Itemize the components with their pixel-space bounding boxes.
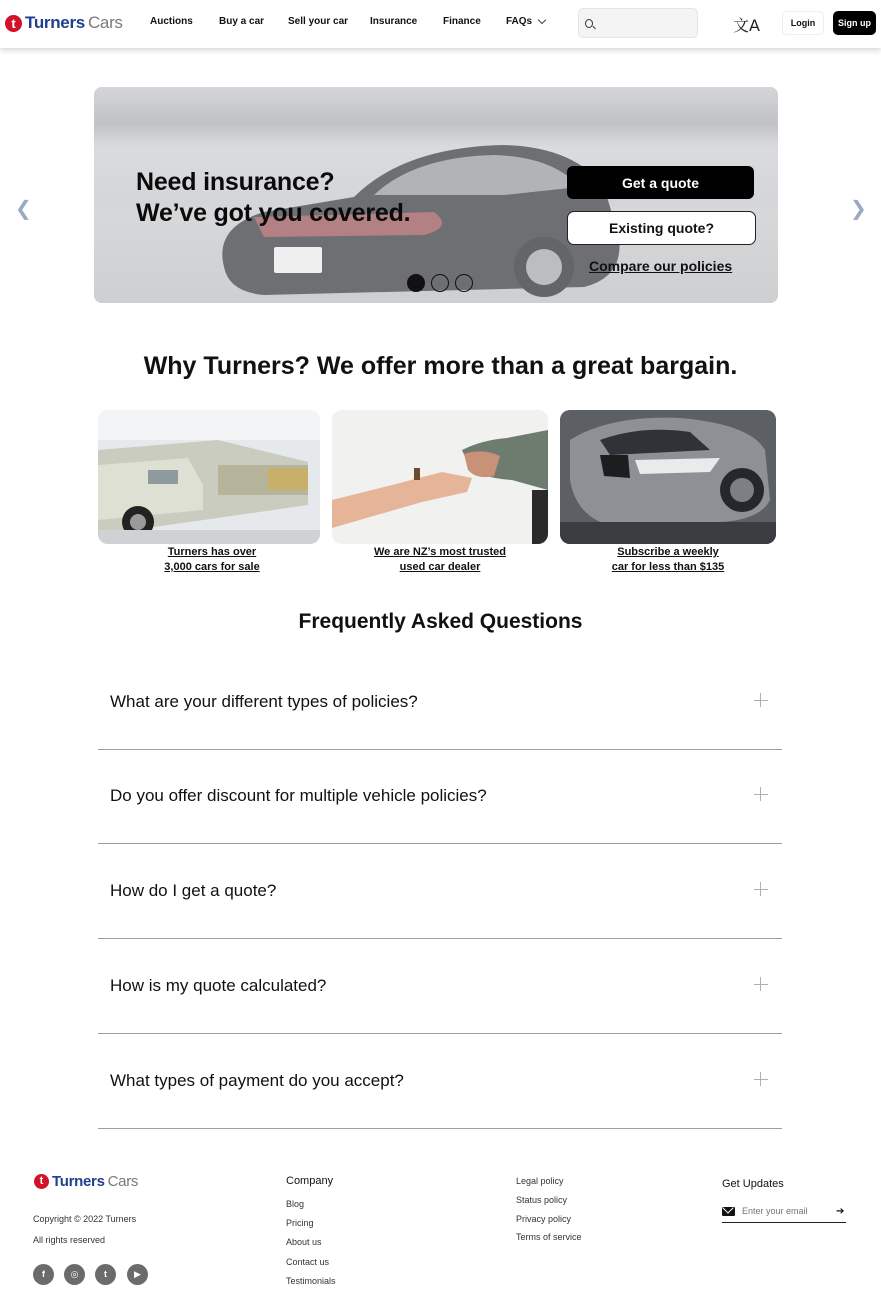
footer-logo[interactable]: [34, 1173, 138, 1190]
card-image-cars-lineup[interactable]: [98, 410, 320, 544]
carousel-dots: [407, 274, 473, 292]
nav-buy-a-car[interactable]: Buy a car: [219, 16, 265, 27]
faq-title: Frequently Asked Questions: [298, 610, 583, 633]
mail-icon: [722, 1207, 735, 1216]
faq-item[interactable]: [98, 655, 782, 750]
faq-item[interactable]: [98, 939, 782, 1034]
faq-question: How do I get a quote?: [110, 881, 277, 900]
faq-item[interactable]: [98, 749, 782, 844]
nav-faqs[interactable]: [506, 16, 545, 27]
carousel-next-icon[interactable]: ❯: [850, 196, 867, 220]
brand-mark-icon: t: [34, 1174, 49, 1189]
get-quote-button[interactable]: Get a quote: [567, 166, 754, 199]
faq-question: What are your different types of policies?: [110, 692, 418, 711]
youtube-icon[interactable]: ▶: [127, 1264, 148, 1285]
hero-title-line2: We’ve got you covered.: [136, 199, 411, 227]
carousel-prev-icon[interactable]: ❮: [15, 196, 32, 220]
hero-title: [136, 167, 410, 229]
compare-policies-link[interactable]: Compare our policies: [589, 258, 733, 274]
footer-link-testimonials[interactable]: Testimonials: [286, 1276, 336, 1286]
footer-rights: All rights reserved: [33, 1235, 106, 1245]
card-caption-cars-for-sale[interactable]: Turners has over 3,000 cars for sale: [164, 546, 260, 573]
footer-link-contact[interactable]: Contact us: [286, 1257, 330, 1267]
search-icon: [585, 19, 593, 28]
footer-link-pricing[interactable]: Pricing: [286, 1218, 314, 1228]
arrow-right-icon[interactable]: ➔: [836, 1205, 845, 1217]
brand-mark-icon: t: [5, 15, 22, 32]
faq-question: What types of payment do you accept?: [110, 1071, 404, 1090]
footer-link-terms[interactable]: Terms of service: [516, 1232, 582, 1242]
footer-link-status[interactable]: Status policy: [516, 1195, 568, 1205]
faq-question: Do you offer discount for multiple vehicle policies?: [110, 786, 487, 805]
instagram-icon[interactable]: ◎: [64, 1264, 85, 1285]
login-button[interactable]: Login: [782, 11, 824, 35]
newsletter-email-input[interactable]: [742, 1206, 834, 1216]
plus-icon[interactable]: [754, 693, 768, 707]
why-section-title: Why Turners? We offer more than a great bargain.: [143, 352, 738, 380]
brand-name-primary: Turners: [25, 13, 85, 32]
footer-link-legal[interactable]: Legal policy: [516, 1176, 564, 1186]
nav-insurance[interactable]: Insurance: [370, 16, 418, 27]
top-navbar: [0, 0, 881, 48]
card-image-fist-bump[interactable]: [332, 410, 548, 544]
brand-name-secondary: Cars: [87, 13, 123, 32]
footer-company-heading: Company: [286, 1175, 334, 1187]
faq-question: How is my quote calculated?: [110, 976, 327, 995]
plus-icon[interactable]: [754, 1072, 768, 1086]
footer-link-about[interactable]: About us: [286, 1237, 322, 1247]
footer-link-privacy[interactable]: Privacy policy: [516, 1214, 572, 1224]
footer-brand-primary: Turners: [52, 1173, 105, 1190]
carousel-dot-2[interactable]: [431, 274, 449, 292]
carousel-dot-3[interactable]: [455, 274, 473, 292]
card-caption-subscribe[interactable]: Subscribe a weekly car for less than $135: [611, 546, 725, 573]
plus-icon[interactable]: [754, 787, 768, 801]
footer-copyright: Copyright © 2022 Turners: [33, 1214, 137, 1224]
plus-icon[interactable]: [754, 977, 768, 991]
nav-faqs-label: FAQs: [506, 16, 533, 27]
hero-banner: [94, 87, 778, 303]
chevron-down-icon: [538, 16, 546, 24]
existing-quote-button[interactable]: Existing quote?: [567, 211, 756, 245]
twitter-icon[interactable]: t: [95, 1264, 116, 1285]
carousel-dot-1[interactable]: [407, 274, 425, 292]
translate-icon[interactable]: 文A: [733, 16, 760, 35]
brand-logo[interactable]: [5, 12, 123, 34]
footer-updates-heading: Get Updates: [722, 1178, 784, 1190]
footer-brand-secondary: Cars: [107, 1173, 139, 1190]
card-caption-trusted-dealer[interactable]: We are NZ’s most trusted used car dealer: [373, 546, 507, 573]
faq-item[interactable]: [98, 844, 782, 939]
card-image-bmw[interactable]: [560, 410, 776, 544]
hero-title-line1: Need insurance?: [136, 168, 335, 196]
nav-sell-your-car[interactable]: Sell your car: [288, 16, 349, 27]
faq-item[interactable]: [98, 1034, 782, 1129]
newsletter-form: [722, 1200, 846, 1223]
facebook-icon[interactable]: f: [33, 1264, 54, 1285]
signup-button[interactable]: Sign up: [833, 11, 876, 35]
footer-link-blog[interactable]: Blog: [286, 1199, 305, 1209]
search-box[interactable]: [578, 8, 698, 38]
nav-finance[interactable]: Finance: [443, 16, 481, 27]
search-input[interactable]: [597, 13, 697, 33]
plus-icon[interactable]: [754, 882, 768, 896]
nav-auctions[interactable]: Auctions: [150, 16, 193, 27]
